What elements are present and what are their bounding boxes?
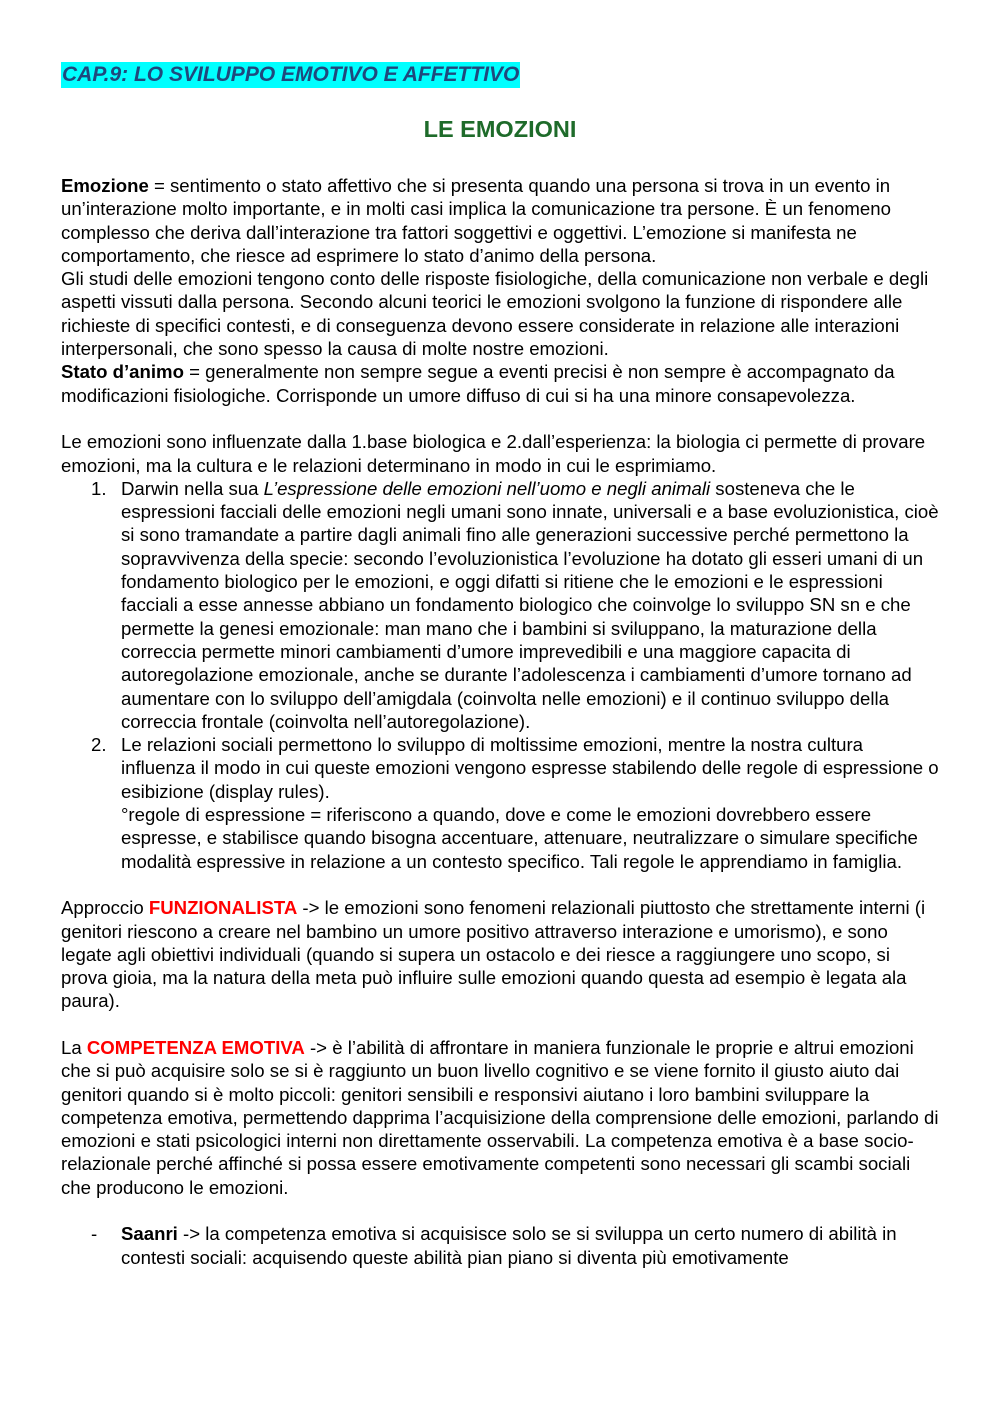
- list-item-subtext: °regole di espressione = riferiscono a quando, dove e come le emozioni dovrebbero essere espresse, e stabilisce quando bisogna accentuare, attenuare, neutralizzare o simulare specifiche modalità espressive in relazione a un contesto specifico. Tali regole le apprendiamo in famiglia.: [121, 804, 918, 872]
- book-title: L’espressione delle emozioni nell’uomo e negli animali: [263, 477, 711, 499]
- dash-marker: -: [91, 1223, 98, 1245]
- stato-animo-definition: [61, 360, 939, 407]
- spacer: [61, 873, 939, 896]
- saanri-text: -> la competenza emotiva si acquisisce solo se si sviluppa un certo numero di abilità in contesti sociali: acquisendo queste abilità pian piano si diventa più emotivamente: [121, 1223, 897, 1268]
- document-body: [61, 174, 939, 1269]
- funzionalista-prefix: Approccio: [61, 897, 149, 919]
- stato-animo-term: Stato d’animo: [61, 361, 184, 383]
- funzionalista-text: -> le emozioni sono fenomeni relazionali piuttosto che strettamente interni (i genitori riescono a creare nel bambino un umore positivo attraverso interazione e umorismo), e sono legate agli obiettivi individuali (quando si supera un ostacolo e dei riesce a raggiungere uno scopo, si prova gioia, ma la natura della meta può influire sulle emozioni quando questa ad esempio è legata ala paura).: [61, 897, 926, 1012]
- emozione-term: Emozione: [61, 175, 149, 196]
- saanri-term: Saanri: [121, 1223, 178, 1245]
- list-item-darwin: [61, 477, 939, 733]
- influenze-paragraph: Le emozioni sono influenzate dalla 1.base biologica e 2.dall’esperienza: la biologia ci permette di provare emozioni, ma la cultura e le relazioni determinano in modo in cui le esprimiamo.: [61, 431, 926, 476]
- funzionalista-paragraph: [61, 896, 939, 1012]
- emozione-definition: [61, 174, 939, 267]
- spacer: [61, 1013, 939, 1036]
- stato-animo-text: = generalmente non sempre segue a eventi precisi è non sempre è accompagnato da modificazioni fisiologiche. Corrisponde un umore diffuso di cui si ha una minore consapevolezza.: [61, 361, 895, 406]
- list-item-text: sosteneva che le espressioni facciali delle emozioni negli umani sono innate, universali e a base evoluzionistica, cioè si sono tramandate a partire dagli animali fino alle generazioni successive perché permettono la sopravvivenza della specie: secondo l’evoluzionistica l’evoluzione ha dotato gli esseri umani di un fondamento biologico per le emozioni, e oggi difatti si ritiene che le emozioni e le espressioni facciali a esse annesse abbiano un fondamento biologico che coinvolge lo sviluppo SN sn e che permette la genesi emozionale: man mano che i bambini si sviluppano, la maturazione della correccia permette minori cambiamenti d’umore imprevedibili e una maggiore capacita di autoregolazione emozionale, anche se durante l’adolescenza i cambiamenti d’umore tornano ad aumentare con lo sviluppo dell’amigdala (coinvolta nelle emozioni) e il continuo sviluppo della correccia frontale (coinvolta nell’autoregolazione).: [121, 477, 939, 732]
- spacer: [61, 1199, 939, 1222]
- spacer: [61, 407, 939, 430]
- list-item-text: Le relazioni sociali permettono lo sviluppo di moltissime emozioni, mentre la nostra cultura influenza il modo in cui queste emozioni vengono espresse stabilendo delle regole di espressione o esibizione (display rules).: [121, 734, 939, 802]
- studi-paragraph: Gli studi delle emozioni tengono conto delle risposte fisiologiche, della comunicazione non verbale e degli aspetti vissuti dalla persona. Secondo alcuni teorici le emozioni svolgono la funzione di rispondere alle richieste di specifici contesti, e di conseguenza devono essere considerate in relazione alle interazioni interpersonali, che sono spesso la causa di molte nostre emozioni.: [61, 268, 929, 360]
- competenza-prefix: La: [61, 1036, 87, 1058]
- competenza-paragraph: [61, 1036, 939, 1199]
- competenza-text: -> è l’abilità di affrontare in maniera funzionale le proprie e altrui emozioni che si può acquisire solo se si è raggiunto un buon livello cognitivo e se viene fornito il giusto aiuto dai genitori quando si è molto piccoli: genitori sensibili e responsivi aiutano i loro bambini sviluppare la competenza emotiva, permettendo dapprima l’acquisizione della comprensione delle emozioni, parlando di emozioni e stati psicologici interni non direttamente osservabili. La competenza emotiva è a base socio-relazionale perché affinché si possa essere emotivamente competenti sono necessari gli scambi sociali che producono le emozioni.: [61, 1036, 939, 1198]
- funzionalista-term: FUNZIONALISTA: [148, 897, 298, 919]
- main-title: LE EMOZIONI: [423, 116, 577, 142]
- list-number: 2.: [91, 734, 107, 756]
- emozione-text: = sentimento o stato affettivo che si presenta quando una persona si trova in un evento in un’interazione molto importante, e in molti casi implica la comunicazione tra persone. È un fenomeno complesso che deriva dall’interazione tra fattori soggettivi e oggettivi. L’emozione si manifesta ne comportamento, che riesce ad esprimere lo stato d’animo della persona.: [61, 175, 891, 266]
- list-item-relazioni: [61, 733, 939, 873]
- competenza-term: COMPETENZA EMOTIVA: [86, 1036, 305, 1058]
- list-number: 1.: [91, 477, 107, 499]
- dash-item-saanri: [61, 1222, 939, 1269]
- numbered-list: [61, 477, 939, 873]
- chapter-title: CAP.9: LO SVILUPPO EMOTIVO E AFFETTIVO: [62, 63, 520, 86]
- dash-list: [61, 1222, 939, 1269]
- list-item-text: Darwin nella sua: [121, 477, 264, 499]
